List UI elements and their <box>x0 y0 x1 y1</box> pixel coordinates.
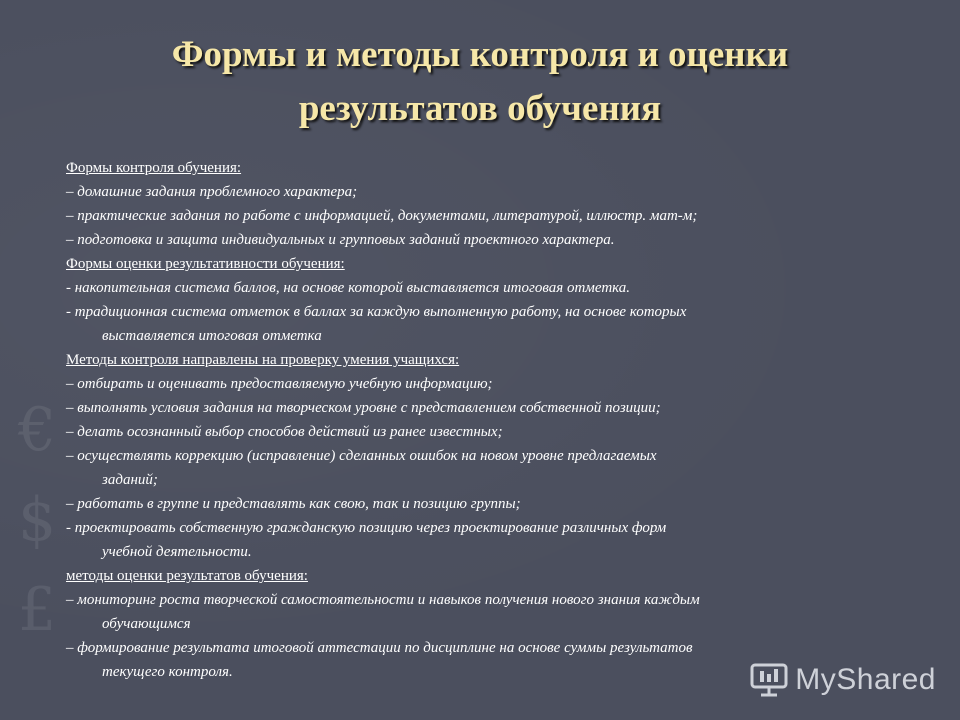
list-item: – отбирать и оценивать предоставляемую учебную информацию; <box>66 376 493 392</box>
section-heading: методы оценки результатов обучения: <box>66 568 308 584</box>
list-item-continuation: учебной деятельности. <box>102 544 252 560</box>
list-item-continuation: текущего контроля. <box>102 664 233 680</box>
slide-title-line-2: результатов обучения <box>298 88 662 129</box>
list-item: – мониторинг роста творческой самостоятельности и навыков получения нового знания каждым <box>66 592 700 608</box>
list-item-continuation: заданий; <box>102 472 158 488</box>
list-item: – осуществлять коррекцию (исправление) сделанных ошибок на новом уровне предлагаемых <box>66 448 657 464</box>
list-item: – выполнять условия задания на творческом уровне с представлением собственной позиции; <box>66 400 661 416</box>
list-item: - традиционная система отметок в баллах за каждую выполненную работу, на основе которых <box>66 304 687 320</box>
myshared-logo <box>749 662 936 698</box>
svg-text:£: £ <box>18 575 57 640</box>
slide-title-line-1: Формы и методы контроля и оценки <box>171 34 789 75</box>
list-item-continuation: выставляется итоговая отметка <box>102 328 322 344</box>
presentation-board-icon <box>749 662 789 698</box>
slide-body <box>66 156 946 684</box>
list-item: – формирование результата итоговой аттестации по дисциплине на основе суммы результатов <box>66 640 693 656</box>
list-item: – домашние задания проблемного характера; <box>66 184 358 200</box>
list-item: – подготовка и защита индивидуальных и групповых заданий проектного характера. <box>66 232 615 248</box>
list-item-continuation: обучающимся <box>102 616 191 632</box>
section-heading: Методы контроля направлены на проверку умения учащихся: <box>66 352 460 368</box>
svg-text:€: € <box>18 395 57 465</box>
list-item: – практические задания по работе с информацией, документами, литературой, иллюстр. мат-м; <box>66 208 698 224</box>
list-item: – делать осознанный выбор способов действий из ранее известных; <box>66 424 503 440</box>
slide-title <box>60 28 900 136</box>
logo-text: MyShared <box>795 663 936 696</box>
svg-text:$: $ <box>18 485 57 555</box>
section-heading: Формы оценки результативности обучения: <box>66 256 345 272</box>
list-item: - проектировать собственную гражданскую позицию через проектирование различных форм <box>66 520 667 536</box>
section-heading: Формы контроля обучения: <box>66 160 242 176</box>
list-item: - накопительная система баллов, на основе которой выставляется итоговая отметка. <box>66 280 631 296</box>
list-item: – работать в группе и представлять как свою, так и позицию группы; <box>66 496 521 512</box>
